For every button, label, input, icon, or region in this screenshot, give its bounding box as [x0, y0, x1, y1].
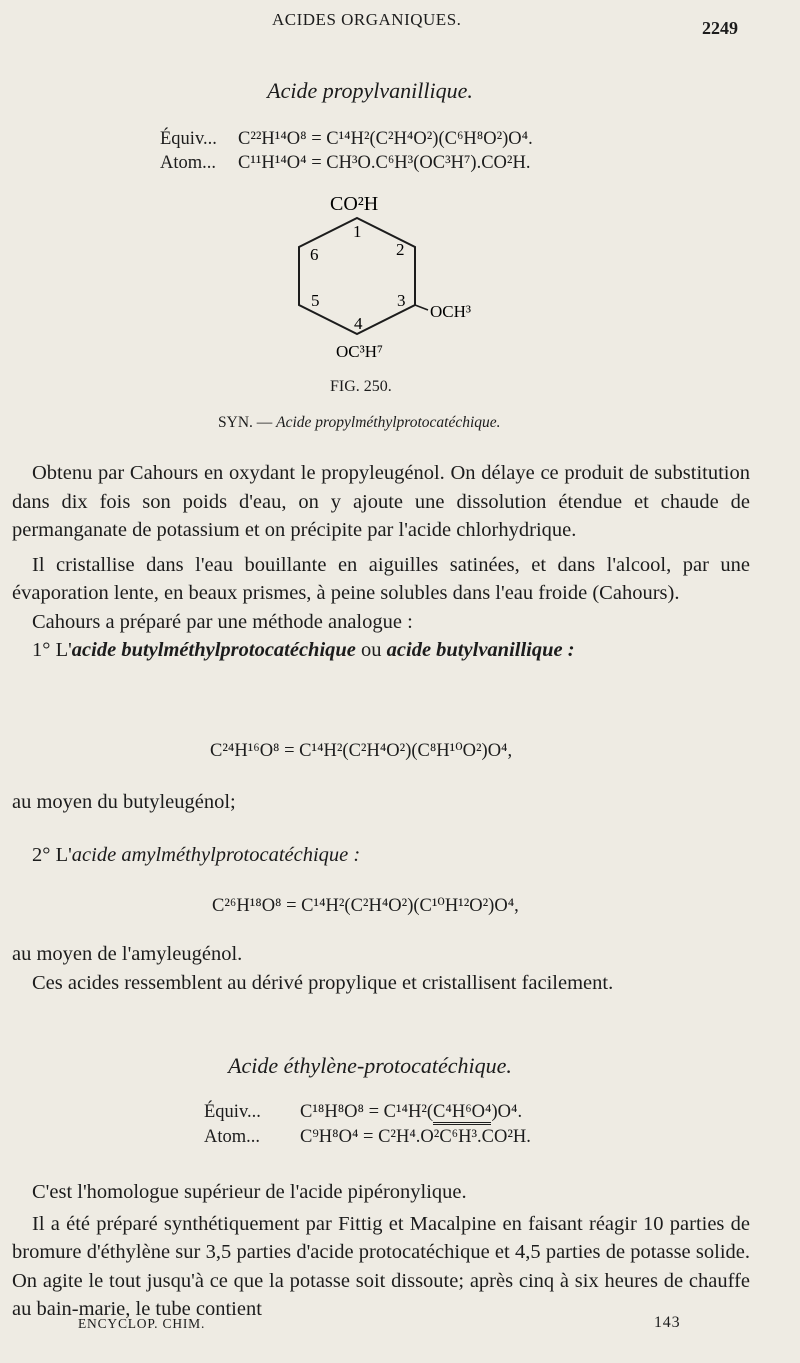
paragraph-cristallise: Il cristallise dans l'eau bouillante en aiguilles satinées, et dans l'alcool, par une évaporation lente, en beaux prismes, à peine solubles dans l'eau froide (Cahours). [12, 553, 750, 604]
atom-label-2: Atom... [204, 1127, 261, 1147]
ring-number-3: 3 [397, 291, 406, 310]
body-block-1 [12, 459, 750, 665]
paragraph-ressemblent: Ces acides ressemblent au dérivé propylique et cristallisent facilement. [32, 971, 614, 994]
item1-prefix: 1° L' [32, 639, 72, 661]
butyleugenol-text: au moyen du butyleugénol; [12, 791, 236, 813]
page-number: 2249 [702, 18, 738, 38]
section-title-propylvanillique: Acide propylvanillique. [267, 78, 473, 103]
equiv-formula-row-2 [204, 1102, 522, 1123]
atom-formula-row [160, 153, 530, 174]
paragraph-amyleugenol: au moyen de l'amyleugénol. [12, 943, 243, 965]
item1-or: ou [355, 639, 387, 661]
equiv-rhs-2: )O⁴. [491, 1102, 523, 1122]
group-top: CO²H [330, 193, 379, 215]
synonym-name: Acide propylméthylprotocatéchique. [276, 414, 501, 431]
formula-butyl: C²⁴H¹⁶O⁸ = C¹⁴H²(C²H⁴O²)(C⁸H¹⁰O²)O⁴, [210, 741, 513, 761]
paragraph-butyleugenol [12, 788, 750, 817]
equiv-formula-row [160, 129, 533, 150]
benzene-ring-figure [270, 190, 510, 370]
equiv-label-2: Équiv... [204, 1102, 261, 1122]
paragraph-obtenu: Obtenu par Cahours en oxydant le propyleugénol. On délaye ce produit de substitution dans dix fois son poids d'eau, on y ajoute une dissolution étendue et chaude de permanganate de potassium et on précipite par l'acide chlorhydrique. [12, 462, 750, 541]
list-item-butyl [12, 636, 750, 665]
atom-formula: C¹¹H¹⁴O⁴ = CH³O.C⁶H³(OC³H⁷).CO²H. [238, 153, 531, 173]
running-header: ACIDES ORGANIQUES. [272, 10, 462, 29]
item2-prefix: 2° L' [32, 844, 72, 866]
item2-name: acide amylméthylprotocatéchique : [71, 844, 361, 866]
item1-alt: acide butylvanillique : [386, 639, 575, 661]
equiv-label: Équiv... [160, 129, 217, 149]
figure-caption: FIG. 250. [330, 378, 392, 395]
atom-formula-row-2 [204, 1127, 531, 1148]
equiv-formula: C²²H¹⁴O⁸ = C¹⁴H²(C²H⁴O²)(C⁶H⁸O²)O⁴. [238, 129, 533, 149]
footer-signature: 143 [654, 1314, 681, 1331]
footer-left: ENCYCLOP. CHIM. [78, 1316, 206, 1331]
equiv-lhs-2: C¹⁸H⁸O⁸ = C¹⁴H²( [300, 1102, 434, 1122]
ring-number-4: 4 [354, 314, 363, 333]
atom-label: Atom... [160, 153, 217, 173]
synonym-label: SYN. — [218, 414, 273, 431]
group-right: OCH³ [430, 302, 471, 321]
synonym-line [218, 414, 501, 432]
formula-amyl: C²⁶H¹⁸O⁸ = C¹⁴H²(C²H⁴O²)(C¹⁰H¹²O²)O⁴, [212, 896, 519, 916]
list-item-amyl [12, 841, 750, 870]
equiv-mid-2: C⁴H⁶O⁴ [433, 1102, 491, 1125]
ring-number-6: 6 [310, 245, 319, 264]
ring-number-5: 5 [311, 291, 320, 310]
section-title-ethylene: Acide éthylène-protocatéchique. [228, 1053, 512, 1078]
paragraph-homologue: C'est l'homologue supérieur de l'acide pipéronylique. [32, 1181, 467, 1203]
item1-name: acide butylméthylprotocatéchique [71, 639, 356, 661]
ring-number-1: 1 [353, 222, 362, 241]
paragraph-cahours: Cahours a préparé par une méthode analogue : [32, 610, 413, 633]
bond-right [415, 305, 428, 310]
body-block-2 [12, 940, 750, 997]
paragraph-fittig: Il a été préparé synthétiquement par Fittig et Macalpine en faisant réagir 10 parties de bromure d'éthylène sur 3,5 parties d'acide protocatéchique et 4,5 parties de potasse solide. On agite le tout jusqu'à ce que la potasse soit dissoute; après cinq à six heures de chauffe au bain-marie, le tube contient [12, 1212, 750, 1320]
group-bottom: OC³H⁷ [336, 342, 383, 361]
atom-formula-2: C⁹H⁸O⁴ = C²H⁴.O²C⁶H³.CO²H. [300, 1127, 531, 1147]
ring-number-2: 2 [396, 240, 405, 259]
body-block-3 [12, 1178, 750, 1324]
